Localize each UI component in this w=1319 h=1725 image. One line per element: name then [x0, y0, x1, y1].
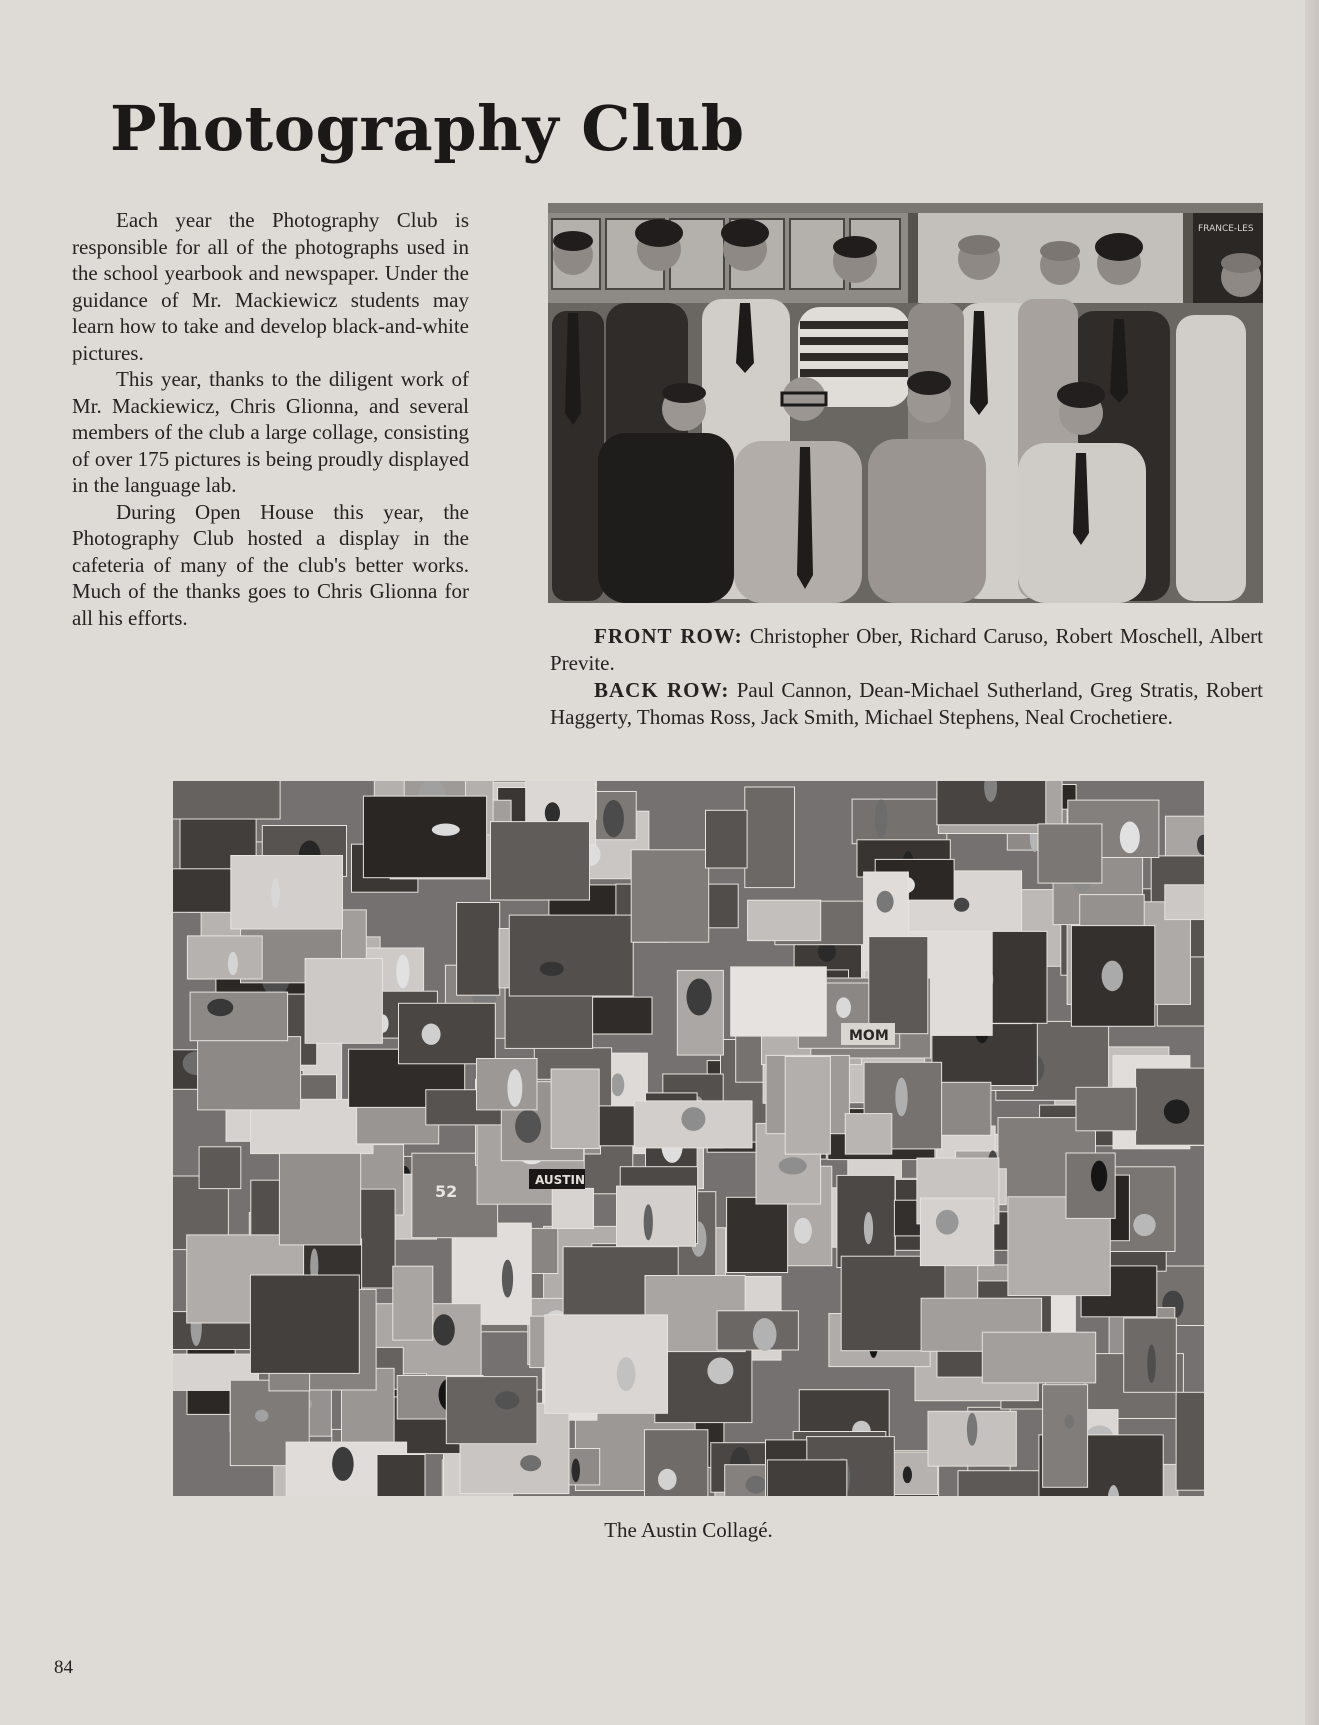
collage-photo-tile — [279, 1153, 360, 1245]
collage-photo-tile — [250, 1275, 359, 1373]
article-paragraph: Each year the Photography Club is responsible for all of the photographs used in the school yearbook and newspaper. Under the guidance of Mr. Mackiewicz students may learn how to take and develop black-and-white pictures. — [72, 208, 469, 365]
collage-caption: The Austin Collagé. — [604, 1518, 773, 1542]
collage-photo-figure — [746, 1476, 766, 1494]
collage-photo-tile — [1038, 824, 1102, 883]
collage-photo-tile — [231, 856, 343, 930]
collage-image — [173, 781, 1204, 1496]
collage-photo-tile — [1043, 1385, 1088, 1488]
collage-photo-tile — [393, 1266, 433, 1340]
collage-photo-figure — [936, 1210, 959, 1235]
collage-photo-figure — [545, 802, 560, 823]
front-row-caption — [550, 623, 1263, 677]
collage-photo-tile — [745, 787, 795, 888]
collage-photo-tile — [477, 1059, 538, 1110]
collage-photo-figure — [658, 1469, 677, 1490]
collage-photo-figure — [502, 1260, 513, 1298]
collage-photo-tile — [198, 1037, 301, 1110]
collage-photo-tile — [982, 1332, 1095, 1383]
collage-photo-figure — [207, 999, 233, 1016]
article-paragraph: During Open House this year, the Photography Club hosted a display in the cafeteria of many of the club's better works. Much of the thanks goes to Chris Glionna for all his efforts. — [72, 499, 469, 630]
collage-photo-figure — [1120, 822, 1140, 854]
article-text — [72, 207, 469, 631]
front-row-names: Christopher Ober, Richard Caruso, Robert Moschell, Albert Previte. — [550, 624, 1263, 675]
collage-photo-figure — [1164, 1100, 1190, 1124]
collage-photo-figure — [794, 1218, 812, 1244]
collage-photo-tile — [377, 1455, 425, 1497]
collage-photo-tile — [363, 796, 486, 878]
collage-photo-tile — [1176, 1392, 1204, 1490]
collage-photo-tile — [173, 781, 280, 819]
collage-photo-tile — [552, 1188, 593, 1228]
collage-photo-figure — [1065, 1415, 1074, 1429]
collage-label-mom: MOM — [849, 1028, 889, 1044]
back-row-names: Paul Cannon, Dean-Michael Sutherland, Greg Stratis, Robert Haggerty, Thomas Ross, Jack Smith, Michael Stephens, Neal Crochetiere. — [550, 678, 1263, 729]
collage-photo-figure — [1091, 1161, 1107, 1192]
collage-photo-figure — [396, 955, 409, 989]
collage-photo-figure — [495, 1391, 519, 1409]
collage-photo-figure — [967, 1413, 977, 1446]
collage-photo-figure — [687, 979, 712, 1016]
page-edge — [1305, 0, 1319, 1725]
collage-photo-tile — [446, 1377, 537, 1444]
collage-photo-figure — [255, 1410, 268, 1422]
collage-photo-tile — [617, 1186, 696, 1246]
collage-label-austin: AUSTIN — [535, 1173, 585, 1187]
collage-photo-figure — [515, 1110, 541, 1143]
collage-photo-tile — [731, 967, 827, 1036]
collage-photo-tile — [199, 1147, 241, 1189]
collage-photo-tile — [631, 850, 709, 942]
collage-photo-figure — [903, 1466, 912, 1483]
group-photo-image — [548, 203, 1263, 603]
back-row-caption — [550, 677, 1263, 731]
collage-photo-figure — [707, 1358, 733, 1385]
collage-photo-figure — [895, 1078, 907, 1117]
collage-photo-figure — [875, 799, 888, 838]
collage-photo-figure — [1133, 1214, 1155, 1236]
collage-photo-figure — [617, 1357, 636, 1391]
collage-photo-figure — [681, 1107, 705, 1131]
collage-photo-figure — [603, 800, 624, 837]
collage-photo-figure — [611, 1073, 624, 1096]
collage-photo-tile — [852, 799, 947, 844]
collage-photo-tile — [457, 903, 500, 996]
collage-photo-tile — [727, 1197, 788, 1272]
back-row-label: BACK ROW: — [594, 678, 730, 702]
collage-photo-tile — [1165, 885, 1204, 920]
collage-photo-tile — [748, 900, 821, 940]
collage-photo-tile — [1066, 1153, 1115, 1218]
collage-photo-tile — [785, 1057, 830, 1155]
collage-photo-figure — [864, 1212, 873, 1244]
article-paragraph: This year, thanks to the diligent work of Mr. Mackiewicz, Chris Glionna, and several members of the club a large collage, consisting of over 175 pictures is being proudly displayed in the language lab. — [72, 367, 469, 497]
sign-text: FRANCE-LES — [1198, 224, 1254, 234]
collage-photo-figure — [877, 891, 894, 913]
page-number: 84 — [54, 1657, 73, 1678]
collage-photo-figure — [1147, 1344, 1156, 1383]
group-photo — [548, 203, 1263, 603]
collage-photo-tile — [920, 1198, 993, 1266]
page-title: Photography Club — [110, 92, 745, 165]
collage-photo-tile — [491, 822, 590, 900]
collage-photo-tile — [551, 1069, 599, 1149]
collage-photo-tile — [187, 936, 262, 979]
collage-photo-figure — [644, 1204, 653, 1240]
collage-photo-figure — [332, 1447, 354, 1481]
collage-photo-figure — [433, 1314, 455, 1345]
collage-label-jersey: 52 — [435, 1182, 458, 1201]
collage-photo-tile — [845, 1114, 892, 1155]
collage-photo-figure — [954, 898, 969, 912]
collage-photo-tile — [305, 959, 382, 1044]
collage-photo-tile — [645, 1430, 708, 1496]
collage-photo-tile — [869, 937, 928, 1034]
collage-photo-figure — [540, 962, 564, 976]
collage-photo-figure — [836, 997, 851, 1018]
collage-photo-tile — [767, 1460, 847, 1496]
collage-photo-figure — [422, 1024, 441, 1045]
collage-photo-figure — [520, 1455, 541, 1471]
collage-photo-figure — [432, 824, 460, 836]
front-row-label: FRONT ROW: — [594, 624, 743, 648]
collage-photo-figure — [507, 1069, 522, 1107]
collage-photo-figure — [572, 1459, 580, 1483]
collage-photo-figure — [1102, 961, 1123, 992]
collage-photo-tile — [545, 1315, 668, 1413]
collage-photo-figure — [228, 952, 238, 975]
collage-photo-tile — [509, 915, 633, 996]
photo-collage — [173, 781, 1204, 1496]
collage-photo-tile — [190, 992, 288, 1041]
collage-photo-figure — [753, 1318, 777, 1351]
collage-photo-figure — [271, 879, 280, 908]
collage-photo-tile — [706, 810, 748, 868]
collage-photo-tile — [1076, 1087, 1136, 1131]
group-photo-caption — [550, 623, 1263, 731]
collage-photo-tile — [399, 1003, 496, 1064]
collage-photo-figure — [779, 1157, 807, 1174]
